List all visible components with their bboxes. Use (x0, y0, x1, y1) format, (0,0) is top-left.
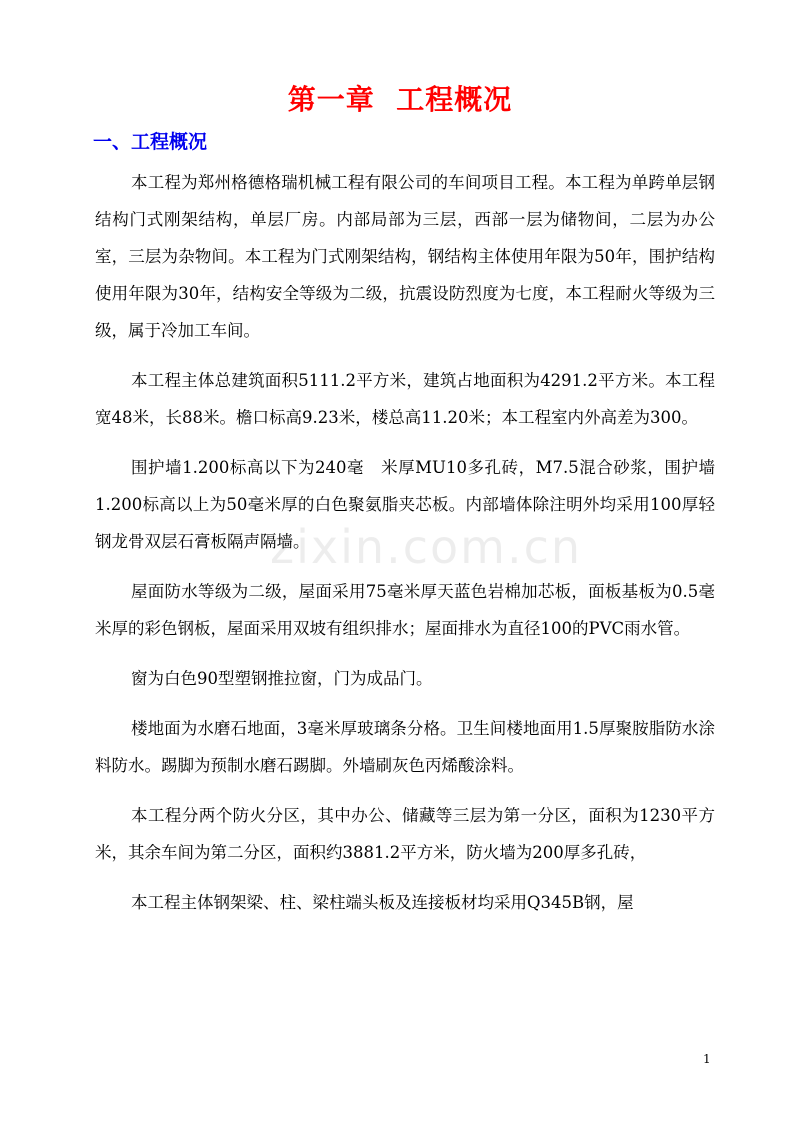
body-text (95, 164, 715, 934)
paragraph: 窗为白色90型塑钢推拉窗，门为成品门。 (131, 669, 433, 688)
chapter-title: 第一章 工程概况 (287, 83, 513, 116)
paragraph: 屋面防水等级为二级，屋面采用75毫米厚天蓝色岩棉加芯板，面板基板为0.5毫米厚的彩色钢板，屋面采用双坡有组织排水；屋面排水为直径100的PVC雨水管。 (95, 582, 715, 638)
watermark: zixin.com.cn (270, 520, 583, 574)
paragraph: 本工程为郑州格德格瑞机械工程有限公司的车间项目工程。本工程为单跨单层钢结构门式刚架结构，单层厂房。内部局部为三层，西部一层为储物间，二层为办公室，三层为杂物间。本工程为门式刚架结构，钢结构主体使用年限为50年，围护结构使用年限为30年，结构安全等级为二级，抗震设防烈度为七度，本工程耐火等级为三级，属于冷加工车间。 (95, 173, 715, 340)
paragraph: 本工程主体钢架梁、柱、梁柱端头板及连接板材均采用Q345B钢，屋 (131, 893, 634, 912)
section-title: 一、工程概况 (93, 131, 208, 153)
paragraph: 楼地面为水磨石地面，3毫米厚玻璃条分格。卫生间楼地面用1.5厚聚胺脂防水涂料防水。踢脚为预制水磨石踢脚。外墙刷灰色丙烯酸涂料。 (95, 719, 715, 775)
paragraph: 本工程主体总建筑面积5111.2平方米，建筑占地面积为4291.2平方米。本工程宽48米，长88米。檐口标高9.23米，楼总高11.20米；本工程室内外高差为300。 (95, 371, 715, 427)
paragraph: 围护墙1.200标高以下为240毫 米厚MU10多孔砖，M7.5混合砂浆，围护墙1.200标高以上为50毫米厚的白色聚氨脂夹芯板。内部墙体除注明外均采用100厚轻钢龙骨双层石膏板隔声隔墙。 (95, 458, 715, 551)
paragraph: 本工程分两个防火分区，其中办公、储藏等三层为第一分区，面积为1230平方米，其余车间为第二分区，面积约3881.2平方米，防火墙为200厚多孔砖， (95, 806, 715, 862)
page-number: 1 (703, 1052, 711, 1066)
